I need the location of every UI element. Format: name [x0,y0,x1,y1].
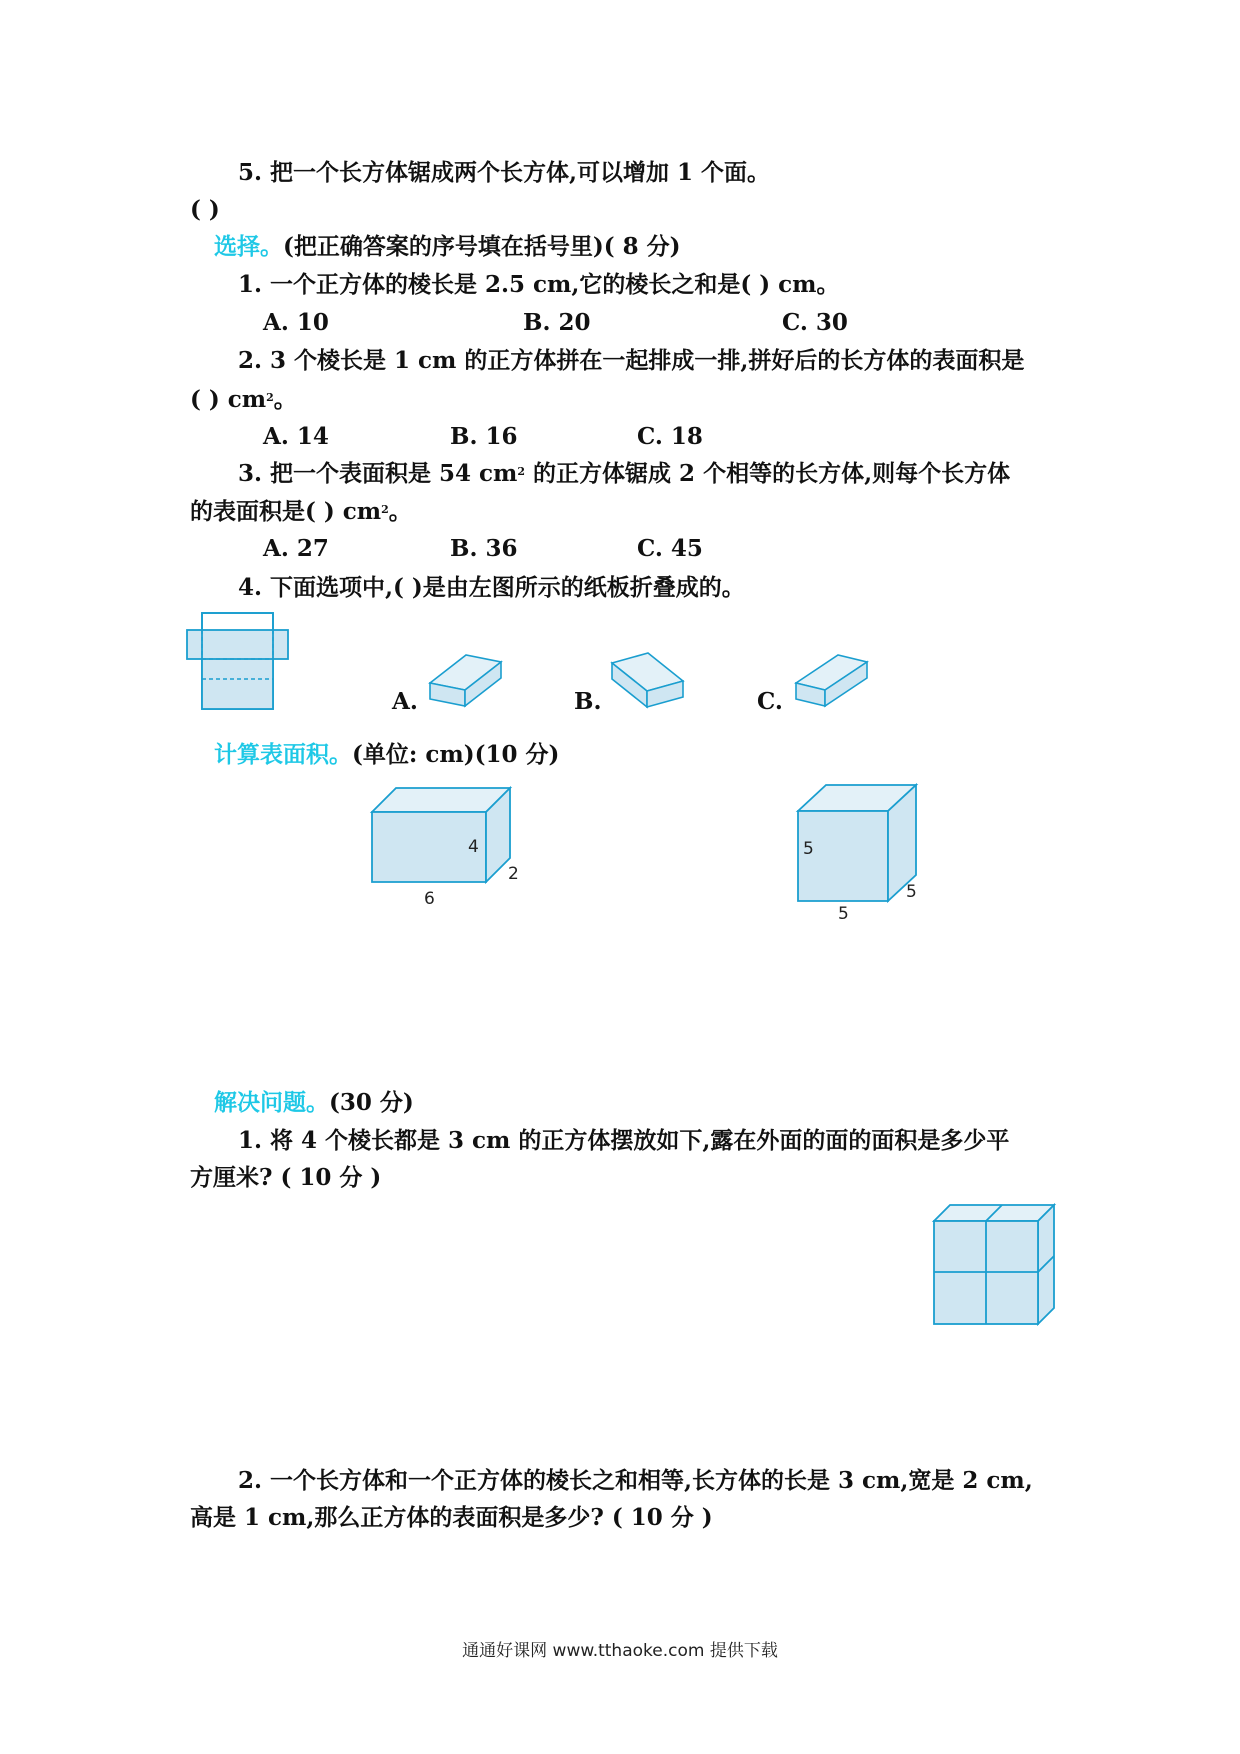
choice-heading-note: (把正确答案的序号填在括号里)( 8 分) [283,233,681,260]
choice-q3-option-c[interactable]: C. 45 [637,535,703,562]
q4-label-a[interactable]: A. [392,688,418,715]
choice-q2-option-a[interactable]: A. 14 [263,423,329,450]
judge-q5-blank[interactable]: ( ) [190,196,220,223]
choice-q3-option-b[interactable]: B. 36 [450,535,518,562]
q4-label-b[interactable]: B. [574,688,602,715]
solve-heading-row [214,1088,414,1118]
choice-q1-option-c[interactable]: C. 30 [782,309,848,336]
choice-q1-option-a[interactable]: A. 10 [263,309,329,336]
solve-heading-note: (30 分) [329,1089,414,1116]
choice-heading: 选择。 [214,233,283,260]
option-b-box-icon[interactable] [610,650,688,710]
surface-heading: 计算表面积。 [214,741,352,768]
option-a-box-icon[interactable] [428,650,506,710]
cuboid-length-label: 6 [424,889,435,909]
cuboid-depth-label: 2 [508,864,519,884]
choice-heading-row [214,232,681,262]
choice-q2-option-c[interactable]: C. 18 [637,423,703,450]
choice-q4: 4. 下面选项中,( )是由左图所示的纸板折叠成的。 [238,574,745,601]
solve-q2-line1: 2. 一个长方体和一个正方体的棱长之和相等,长方体的长是 3 cm,宽是 2 cm, [238,1467,1033,1494]
box-net-diagram [184,610,294,710]
solve-q1-line1: 1. 将 4 个棱长都是 3 cm 的正方体摆放如下,露在外面的面的面积是多少平 [238,1127,1010,1154]
choice-q3-line2: 的表面积是( ) $cm^2$。 [190,498,412,525]
surface-heading-note: (单位: cm)(10 分) [352,741,560,768]
judge-q5: 5. 把一个长方体锯成两个长方体,可以增加 1 个面。 [238,159,771,186]
choice-q2-line1: 2. 3 个棱长是 1 cm 的正方体拼在一起排成一排,拼好后的长方体的表面积是 [238,347,1025,374]
footer-watermark: 通通好课网 www.tthaoke.com 提供下载 [462,1641,778,1661]
choice-q3-option-a[interactable]: A. 27 [263,535,329,562]
solve-q2-line2: 高是 1 cm,那么正方体的表面积是多少? ( 10 分 ) [190,1504,713,1531]
cube-length-label: 5 [838,904,849,924]
cuboid-height-label: 4 [468,837,479,857]
cube-height-label: 5 [803,839,814,859]
option-c-box-icon[interactable] [794,650,872,710]
q4-label-c[interactable]: C. [757,688,783,715]
surface-heading-row [214,740,559,770]
choice-q3-line1: 3. 把一个表面积是 54 $cm^2$ 的正方体锯成 2 个相等的长方体,则每个长方体 [238,460,1011,487]
choice-q2-line2: ( ) $cm^2$。 [190,386,297,413]
four-cubes-diagram [932,1203,1057,1328]
cuboid-diagram [370,786,530,909]
solve-q1-line2: 方厘米? ( 10 分 ) [190,1164,382,1191]
choice-q1-option-b[interactable]: B. 20 [523,309,591,336]
cube-diagram [796,783,946,923]
solve-heading: 解决问题。 [214,1089,329,1116]
cube-depth-label: 5 [906,882,917,902]
choice-q2-option-b[interactable]: B. 16 [450,423,518,450]
choice-q1: 1. 一个正方体的棱长是 2.5 cm,它的棱长之和是( ) cm。 [238,271,840,298]
